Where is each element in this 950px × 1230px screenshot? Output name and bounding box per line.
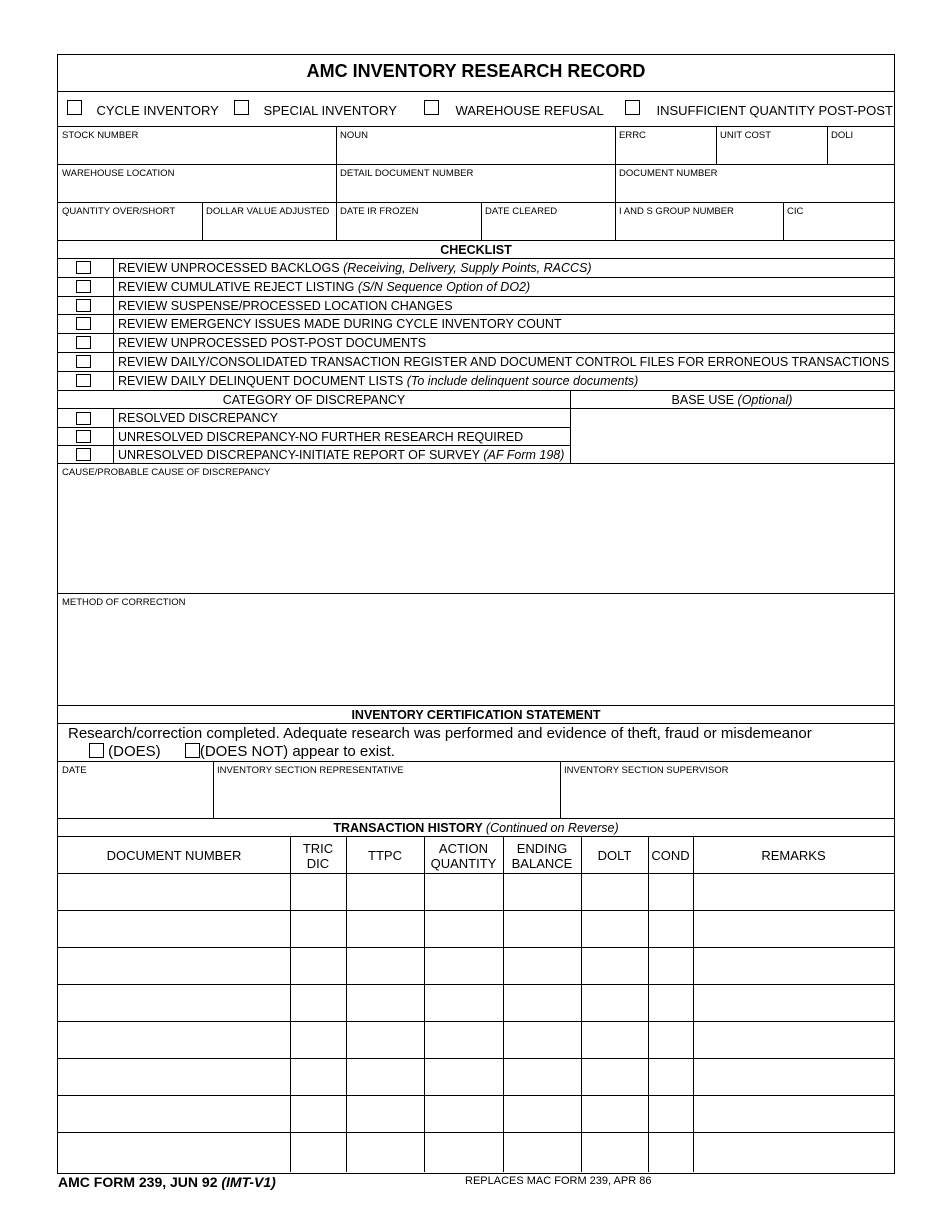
quantity-over-short-label: QUANTITY OVER/SHORT — [62, 206, 176, 217]
doli-label: DOLI — [831, 130, 854, 141]
detail-document-number-label: DETAIL DOCUMENT NUMBER — [340, 168, 474, 179]
date-ir-frozen-field[interactable] — [336, 203, 481, 240]
checklist-item-text: REVIEW DAILY/CONSOLIDATED TRANSACTION REGISTER AND DOCUMENT CONTROL FILES FOR ERRONEOUS TRANSACTIONS — [118, 355, 890, 369]
category-block — [58, 391, 894, 464]
certification-heading: INVENTORY CERTIFICATION STATEMENT — [351, 708, 601, 722]
special-inventory-label: SPECIAL INVENTORY — [263, 103, 397, 118]
stock-number-field[interactable] — [58, 127, 336, 164]
table-row[interactable] — [58, 1022, 894, 1059]
warehouse-location-field[interactable] — [58, 165, 336, 202]
category-checkbox[interactable] — [76, 412, 91, 425]
checklist-item — [58, 315, 894, 334]
col-ending-balance: ENDING BALANCE — [511, 840, 573, 871]
transaction-history-table — [58, 837, 894, 1172]
date-cleared-label: DATE CLEARED — [485, 206, 558, 217]
history-header-row — [58, 837, 894, 874]
category-item-text: UNRESOLVED DISCREPANCY-INITIATE REPORT OF SURVEY — [118, 448, 484, 462]
checklist-item — [58, 278, 894, 297]
cycle-inventory-option[interactable] — [67, 100, 219, 120]
checklist-item — [58, 297, 894, 315]
supervisor-field[interactable] — [560, 762, 894, 818]
document-number-field[interactable] — [615, 165, 894, 202]
checklist-item — [58, 372, 894, 391]
representative-field[interactable] — [213, 762, 560, 818]
category-item — [58, 428, 570, 446]
col-action-quantity: ACTION QUANTITY — [430, 840, 497, 871]
checklist-item — [58, 259, 894, 278]
errc-label: ERRC — [619, 130, 646, 141]
stock-number-label: STOCK NUMBER — [62, 130, 139, 141]
history-heading-row — [58, 819, 894, 837]
col-document-number: DOCUMENT NUMBER — [106, 848, 242, 863]
checklist-item-note: (S/N Sequence Option of DO2) — [357, 280, 531, 294]
checklist-checkbox[interactable] — [76, 280, 91, 293]
table-row[interactable] — [58, 911, 894, 948]
signature-row — [58, 762, 894, 819]
supervisor-label: INVENTORY SECTION SUPERVISOR — [564, 765, 729, 776]
category-item — [58, 446, 570, 464]
checklist-checkbox[interactable] — [76, 299, 91, 312]
checklist-item-text: REVIEW CUMULATIVE REJECT LISTING — [118, 280, 358, 294]
i-and-s-group-number-field[interactable] — [615, 203, 783, 240]
checklist-item — [58, 334, 894, 353]
warehouse-refusal-checkbox[interactable] — [424, 100, 439, 115]
does-not-label: (DOES NOT) appear to exist. — [199, 743, 395, 760]
date-cleared-field[interactable] — [481, 203, 615, 240]
warehouse-refusal-option[interactable] — [424, 100, 604, 120]
special-inventory-option[interactable] — [234, 100, 397, 120]
cic-label: CIC — [787, 206, 804, 217]
checklist-checkbox[interactable] — [76, 374, 91, 387]
history-heading-text: TRANSACTION HISTORY — [333, 821, 486, 835]
checklist-heading: CHECKLIST — [440, 243, 512, 257]
method-of-correction-field[interactable] — [58, 594, 894, 706]
form-title-row — [58, 55, 894, 92]
category-item-note: (AF Form 198) — [483, 448, 565, 462]
certification-statement: Research/correction completed. Adequate research was performed and evidence of theft, fraud or misdemeanor — [68, 725, 812, 742]
method-of-correction-label: METHOD OF CORRECTION — [62, 597, 186, 608]
field-row-3 — [58, 203, 894, 241]
insufficient-quantity-checkbox[interactable] — [625, 100, 640, 115]
date-label: DATE — [62, 765, 87, 776]
does-not-checkbox[interactable] — [185, 743, 200, 758]
checklist-item-note: (Receiving, Delivery, Supply Points, RACCS) — [343, 261, 592, 275]
cic-field[interactable] — [783, 203, 894, 240]
noun-field[interactable] — [336, 127, 615, 164]
dollar-value-adjusted-field[interactable] — [202, 203, 336, 240]
doli-field[interactable] — [827, 127, 894, 164]
history-heading-note: (Continued on Reverse) — [485, 821, 619, 835]
table-row[interactable] — [58, 948, 894, 985]
col-cond: COND — [651, 848, 690, 863]
certification-options — [89, 743, 395, 760]
table-row[interactable] — [58, 1133, 894, 1172]
base-use-heading — [570, 393, 894, 407]
dollar-value-adjusted-label: DOLLAR VALUE ADJUSTED — [206, 206, 330, 217]
checklist-checkbox[interactable] — [76, 317, 91, 330]
checklist-item-note: (To include delinquent source documents) — [406, 374, 639, 388]
certification-heading-row — [58, 706, 894, 724]
field-row-2 — [58, 165, 894, 203]
certification-statement-row — [58, 724, 894, 762]
checklist-checkbox[interactable] — [76, 261, 91, 274]
cause-label: CAUSE/PROBABLE CAUSE OF DISCREPANCY — [62, 467, 271, 478]
detail-document-number-field[interactable] — [336, 165, 615, 202]
document-number-label: DOCUMENT NUMBER — [619, 168, 718, 179]
cycle-inventory-label: CYCLE INVENTORY — [96, 103, 219, 118]
field-row-1 — [58, 127, 894, 165]
form-id-note: (IMT-V1) — [221, 1174, 276, 1190]
col-tric-dic: TRIC DIC — [302, 840, 334, 871]
base-use-heading-row — [570, 391, 894, 409]
table-row[interactable] — [58, 874, 894, 911]
errc-field[interactable] — [615, 127, 716, 164]
quantity-over-short-field[interactable] — [58, 203, 202, 240]
checklist-item-text: REVIEW SUSPENSE/PROCESSED LOCATION CHANGES — [118, 299, 453, 313]
insufficient-quantity-label: INSUFFICIENT QUANTITY POST-POST — [656, 103, 893, 118]
form-id-text: AMC FORM 239, JUN 92 — [58, 1174, 222, 1190]
form-title: AMC INVENTORY RESEARCH RECORD — [306, 61, 646, 81]
table-row[interactable] — [58, 985, 894, 1022]
inventory-type-row — [58, 92, 894, 127]
i-and-s-group-number-label: I AND S GROUP NUMBER — [619, 206, 734, 217]
inventory-research-form — [57, 54, 895, 1174]
base-use-note: (Optional) — [737, 393, 793, 407]
col-dolt: DOLT — [597, 848, 632, 863]
col-ttpc: TTPC — [368, 848, 402, 863]
checklist-item-text: REVIEW DAILY DELINQUENT DOCUMENT LISTS — [118, 374, 407, 388]
cause-field[interactable] — [58, 464, 894, 594]
does-label: (DOES) — [108, 743, 161, 760]
category-heading-row — [58, 391, 570, 409]
insufficient-quantity-option[interactable] — [625, 100, 893, 120]
table-row[interactable] — [58, 1096, 894, 1133]
checklist-checkbox[interactable] — [76, 336, 91, 349]
checklist-heading-row — [58, 241, 894, 259]
base-use-field[interactable] — [570, 409, 894, 464]
does-checkbox[interactable] — [89, 743, 104, 758]
col-remarks: REMARKS — [761, 848, 826, 863]
category-item — [58, 409, 570, 428]
category-item-text: UNRESOLVED DISCREPANCY-NO FURTHER RESEARCH REQUIRED — [118, 430, 524, 444]
unit-cost-label: UNIT COST — [720, 130, 772, 141]
checklist-item — [58, 353, 894, 372]
category-heading: CATEGORY OF DISCREPANCY — [222, 393, 406, 407]
noun-label: NOUN — [340, 130, 368, 141]
warehouse-location-label: WAREHOUSE LOCATION — [62, 168, 175, 179]
date-field[interactable] — [58, 762, 213, 818]
table-row[interactable] — [58, 1059, 894, 1096]
category-item-text: RESOLVED DISCREPANCY — [118, 411, 278, 425]
unit-cost-field[interactable] — [716, 127, 827, 164]
special-inventory-checkbox[interactable] — [234, 100, 249, 115]
cycle-inventory-checkbox[interactable] — [67, 100, 82, 115]
history-heading — [58, 821, 894, 835]
replaces-note: REPLACES MAC FORM 239, APR 86 — [465, 1175, 652, 1187]
base-use-label: BASE USE — [671, 393, 738, 407]
checklist-item-text: REVIEW UNPROCESSED BACKLOGS — [118, 261, 344, 275]
category-checkbox[interactable] — [76, 430, 91, 443]
form-id — [58, 1174, 276, 1190]
warehouse-refusal-label: WAREHOUSE REFUSAL — [455, 103, 604, 118]
checklist-item-text: REVIEW EMERGENCY ISSUES MADE DURING CYCLE INVENTORY COUNT — [118, 317, 562, 331]
date-ir-frozen-label: DATE IR FROZEN — [340, 206, 419, 217]
category-checkbox[interactable] — [76, 448, 91, 461]
checklist-checkbox[interactable] — [76, 355, 91, 368]
checklist-item-text: REVIEW UNPROCESSED POST-POST DOCUMENTS — [118, 336, 427, 350]
representative-label: INVENTORY SECTION REPRESENTATIVE — [217, 765, 404, 776]
